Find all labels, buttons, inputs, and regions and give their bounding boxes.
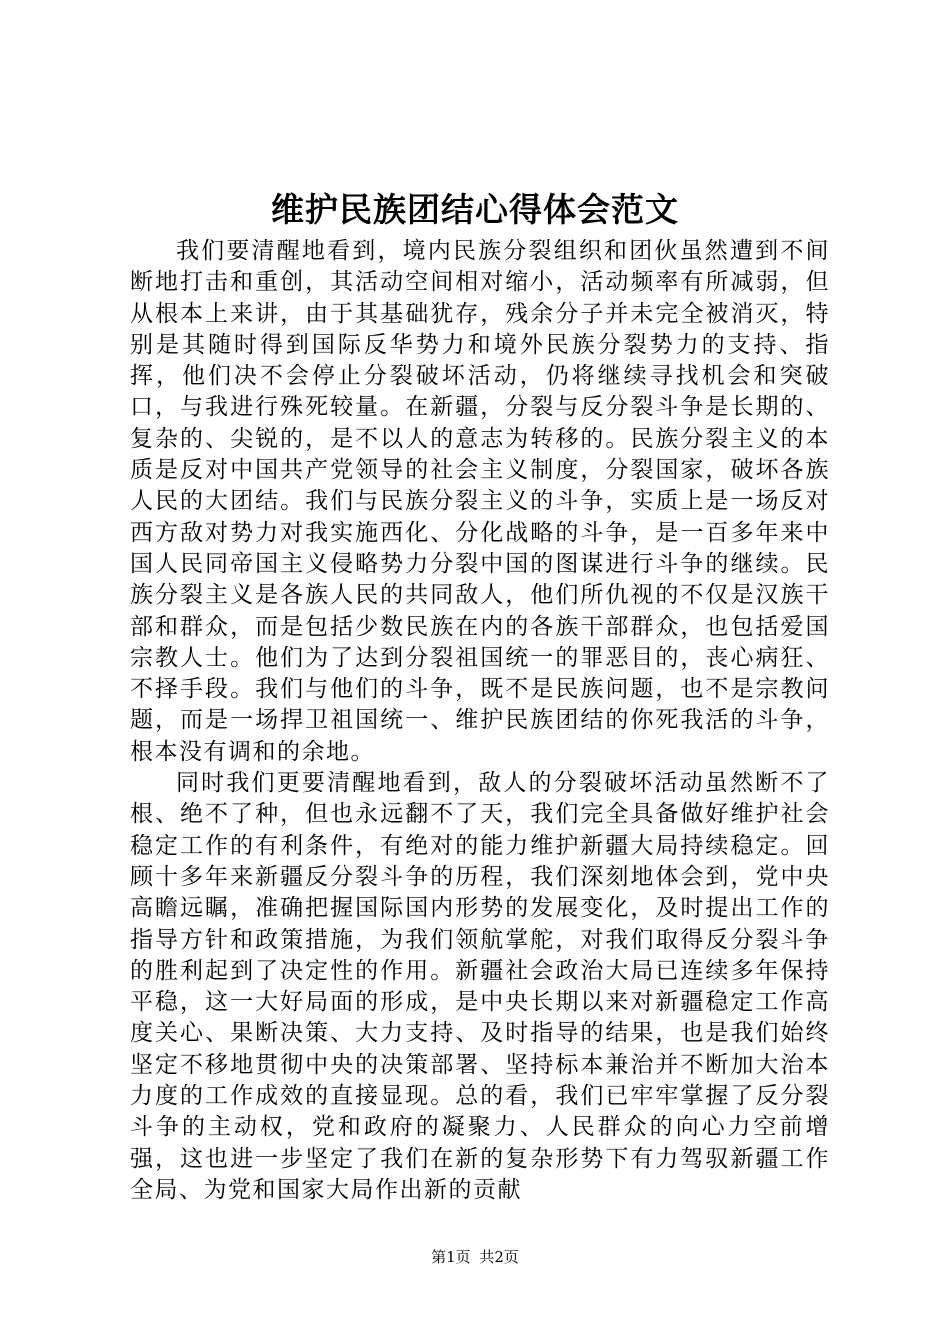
paragraph-2: 同时我们更要清醒地看到，敌人的分裂破坏活动虽然断不了根、绝不了种，但也永远翻不了天，我们完全具备做好维护社会稳定工作的有利条件，有绝对的能力维护新疆大局持续稳定。回顾十多年来新疆反分裂斗争的历程，我们深刻地体会到，党中央高瞻远瞩，准确把握国际国内形势的发展变化，及时提出工作的指导方针和政策措施，为我们领航掌舵，对我们取得反分裂斗争的胜利起到了决定性的作用。新疆社会政治大局已连续多年保持平稳，这一大好局面的形成，是中央长期以来对新疆稳定工作高度关心、果断决策、大力支持、及时指导的结果，也是我们始终坚定不移地贯彻中央的决策部署、坚持标本兼治并不断加大治本力度的工作成效的直接显现。总的看，我们已牢牢掌握了反分裂斗争的主动权，党和政府的凝聚力、人民群众的向心力空前增强，这也进一步坚定了我们在新的复杂形势下有力驾驭新疆工作全局、为党和国家大局作出新的贡献 [130,770,830,1203]
document-body [130,236,830,1206]
paragraph-1: 我们要清醒地看到，境内民族分裂组织和团伙虽然遭到不间断地打击和重创，其活动空间相对缩小，活动频率有所减弱，但从根本上来讲，由于其基础犹存，残余分子并未完全被消灭，特别是其随时得到国际反华势力和境外民族分裂势力的支持、指挥，他们决不会停止分裂破坏活动，仍将继续寻找机会和突破口，与我进行殊死较量。在新疆，分裂与反分裂斗争是长期的、复杂的、尖锐的，是不以人的意志为转移的。民族分裂主义的本质是反对中国共产党领导的社会主义制度，分裂国家，破坏各族人民的大团结。我们与民族分裂主义的斗争，实质上是一场反对西方敌对势力对我实施西化、分化战略的斗争，是一百多年来中国人民同帝国主义侵略势力分裂中国的图谋进行斗争的继续。民族分裂主义是各族人民的共同敌人，他们所仇视的不仅是汉族干部和群众，而是包括少数民族在内的各族干部群众，也包括爱国宗教人士。他们为了达到分裂祖国统一的罪恶目的，丧心病狂、不择手段。我们与他们的斗争，既不是民族问题，也不是宗教问题，而是一场捍卫祖国统一、维护民族团结的你死我活的斗争，根本没有调和的余地。 [130,238,830,765]
document-title: 维护民族团结心得体会范文 [271,190,679,229]
page-number-footer: 第1页 共2页 [431,1248,519,1266]
